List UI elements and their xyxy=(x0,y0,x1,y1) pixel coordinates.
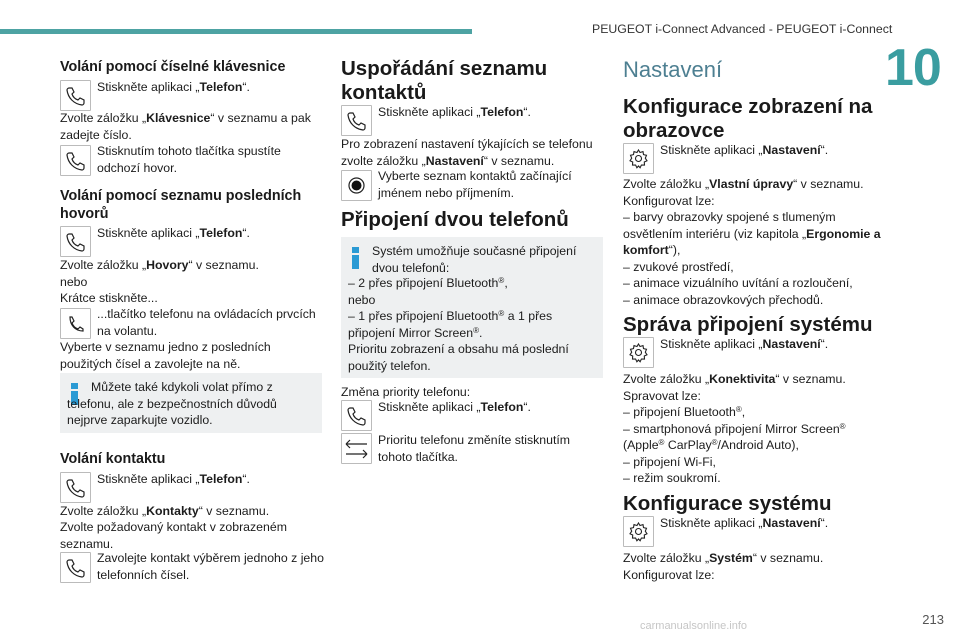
gear-icon xyxy=(623,337,654,368)
step-call-number: Zavolejte kontakt výběrem jednoho z jeho telefonních čísel. xyxy=(97,551,324,582)
text-select-contact: Zvolte požadovaný kontakt v zobrazeném seznamu. xyxy=(60,520,287,551)
step-sort-contacts: Vyberte seznam kontaktů začínající jménem nebo příjmením. xyxy=(378,169,572,200)
step-steering-button: ...tlačítko telefonu na ovládacích prvcích na volantu. xyxy=(97,307,316,338)
text-short-press: Krátce stiskněte... xyxy=(60,291,158,305)
radio-button-icon xyxy=(341,170,372,201)
section-heading-settings: Nastavení xyxy=(623,57,723,82)
step-press-phone-app: Stiskněte aplikaci „Telefon“. xyxy=(97,226,250,240)
running-header: PEUGEOT i-Connect Advanced - PEUGEOT i-Connect xyxy=(592,22,893,36)
step-press-phone-app: Stiskněte aplikaci „Telefon“. xyxy=(378,400,531,414)
chapter-number: 10 xyxy=(885,39,941,97)
steering-phone-icon xyxy=(60,308,91,339)
heading-recent-calls: Volání pomocí seznamu posledních hovorů xyxy=(60,188,302,222)
text-calls-tab: Zvolte záložku „Hovory“ v seznamu. xyxy=(60,258,259,272)
info-line-1: Systém umožňuje současné připojení dvou telefonů: xyxy=(372,244,577,275)
phone-icon xyxy=(60,226,91,257)
step-press-settings-app: Stiskněte aplikaci „Nastavení“. xyxy=(660,337,829,351)
gear-icon xyxy=(623,516,654,547)
text-customization-options: Zvolte záložku „Vlastní úpravy“ v seznamu. Konfigurovat lze: – barvy obrazovky spojené s tlumeným osvětlením interiéru (viz kapitola „Ergonomie a komfort“), – zvukové prostředí, – animace vizuálního uvítání a rozloučení, – animace obrazovkových přechodů. xyxy=(623,177,881,307)
text-select-recent: Vyberte v seznamu jedno z posledních použitých čísel a zavolejte na ně. xyxy=(60,340,271,371)
text-change-priority: Změna priority telefonu: xyxy=(341,385,471,399)
heading-display-config: Konfigurace zobrazení na obrazovce xyxy=(623,95,873,142)
text-keypad-tab: Zvolte záložku „Klávesnice“ v seznamu a pak zadejte číslo. xyxy=(60,111,311,142)
header-accent-bar xyxy=(0,29,472,34)
info-line-3: nebo xyxy=(348,293,376,307)
phone-icon xyxy=(341,400,372,431)
step-press-phone-app: Stiskněte aplikaci „Telefon“. xyxy=(97,472,250,486)
phone-icon xyxy=(60,145,91,176)
step-press-phone-app: Stiskněte aplikaci „Telefon“. xyxy=(378,105,531,119)
text-contacts-tab: Zvolte záložku „Kontakty“ v seznamu. xyxy=(60,504,270,518)
heading-call-contact: Volání kontaktu xyxy=(60,451,166,467)
info-icon xyxy=(352,247,359,269)
heading-system-config: Konfigurace systému xyxy=(623,492,832,515)
step-press-settings-app: Stiskněte aplikaci „Nastavení“. xyxy=(660,143,829,157)
watermark: carmanualsonline.info xyxy=(640,620,748,632)
info-line-5: Prioritu zobrazení a obsahu má poslední použitý telefon. xyxy=(348,342,569,373)
swap-arrows-icon xyxy=(341,433,372,464)
text-settings-tab: Pro zobrazení nastavení týkajících se telefonu zvolte záložku „Nastavení“ v seznamu. xyxy=(341,137,593,168)
info-line-2: – 2 přes připojení Bluetooth®, xyxy=(348,276,508,290)
heading-connection-management: Správa připojení systému xyxy=(623,313,873,336)
heading-organize-contacts: Uspořádání seznamu kontaktů xyxy=(341,57,548,104)
heading-two-phones: Připojení dvou telefonů xyxy=(341,208,569,231)
info-text: Můžete také kdykoli volat přímo z telefonu, ale z bezpečnostních důvodů nejprve zaparkujte vozidlo. xyxy=(67,380,277,427)
step-change-priority-button: Prioritu telefonu změníte stisknutím tohoto tlačítka. xyxy=(378,433,571,464)
page-number: 213 xyxy=(922,612,944,627)
step-press-settings-app: Stiskněte aplikaci „Nastavení“. xyxy=(660,516,829,530)
phone-icon xyxy=(60,80,91,111)
info-line-4: – 1 přes připojení Bluetooth® a 1 přes připojení Mirror Screen®. xyxy=(348,309,553,340)
text-system-options: Zvolte záložku „Systém“ v seznamu. Konfigurovat lze: xyxy=(623,551,824,582)
text-or: nebo xyxy=(60,275,88,289)
info-note-two-phones xyxy=(341,237,603,378)
info-note-call-from-phone xyxy=(60,373,322,433)
gear-icon xyxy=(623,143,654,174)
phone-icon xyxy=(60,552,91,583)
text-connectivity-options: Zvolte záložku „Konektivita“ v seznamu. Spravovat lze: – připojení Bluetooth®, – smartphonová připojení Mirror Screen® (Apple® CarPlay®/Android Auto), – připojení Wi-Fi, – režim soukromí. xyxy=(623,372,846,485)
step-press-phone-app: Stiskněte aplikaci „Telefon“. xyxy=(97,80,250,94)
heading-keypad-call: Volání pomocí číselné klávesnice xyxy=(60,59,286,75)
phone-icon xyxy=(60,472,91,503)
step-start-call: Stisknutím tohoto tlačítka spustíte odchozí hovor. xyxy=(97,144,281,175)
phone-icon xyxy=(341,105,372,136)
